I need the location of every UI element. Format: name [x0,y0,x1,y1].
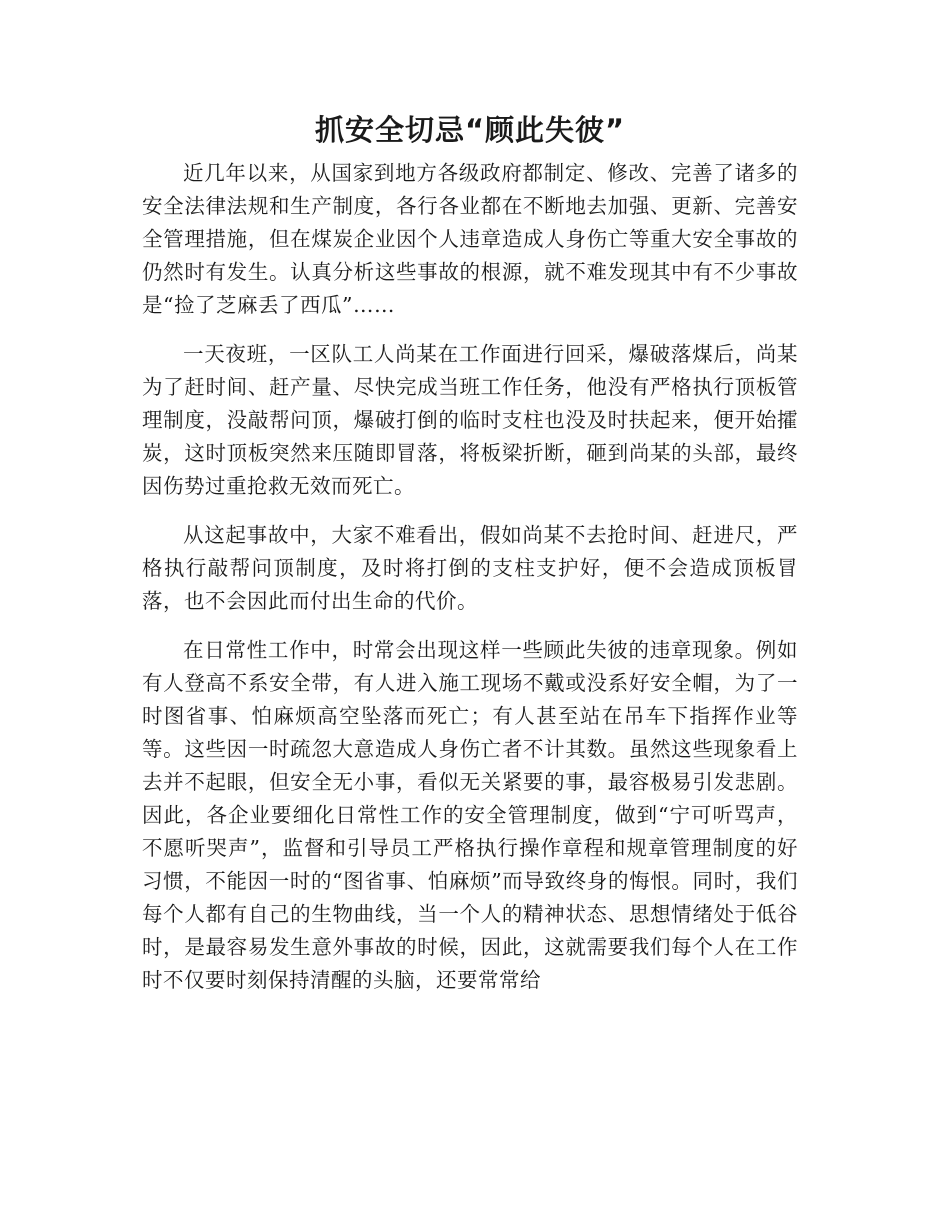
document-title: 抓安全切忌“顾此失彼” [314,113,626,147]
paragraph-2: 一天夜班，一区队工人尚某在工作面进行回采，爆破落煤后，尚某为了赶时间、赶产量、尽快完成当班工作任务，他没有严格执行顶板管理制度，没敲帮问顶，爆破打倒的临时支柱也没及时扶起来，便开始攉炭，这时顶板突然来压随即冒落，将板梁折断，砸到尚某的头部，最终因伤势过重抢救无效而死亡。 [142,342,798,498]
paragraph-4: 在日常性工作中，时常会出现这样一些顾此失彼的违章现象。例如有人登高不系安全带，有人进入施工现场不戴或没系好安全帽，为了一时图省事、怕麻烦高空坠落而死亡；有人甚至站在吊车下指挥作业等等。这些因一时疏忽大意造成人身伤亡者不计其数。虽然这些现象看上去并不起眼，但安全无小事，看似无关紧要的事，最容极易引发悲剧。因此，各企业要细化日常性工作的安全管理制度，做到“宁可听骂声，不愿听哭声”，监督和引导员工严格执行操作章程和规章管理制度的好习惯，不能因一时的“图省事、怕麻烦”而导致终身的悔恨。同时，我们每个人都有自己的生物曲线，当一个人的精神状态、思想情绪处于低谷时，是最容易发生意外事故的时候，因此，这就需要我们每个人在工作时不仅要时刻保持清醒的头脑，还要常常给 [142,638,798,992]
paragraph-1: 近几年以来，从国家到地方各级政府都制定、修改、完善了诸多的安全法律法规和生产制度，各行各业都在不断地去加强、更新、完善安全管理措施，但在煤炭企业因个人违章造成人身伤亡等重大安全事故的仍然时有发生。认真分析这些事故的根源，就不难发现其中有不少事故是“捡了芝麻丢了西瓜”…… [142,161,798,317]
paragraph-3: 从这起事故中，大家不难看出，假如尚某不去抢时间、赶进尺，严格执行敲帮问顶制度，及时将打倒的支柱支护好，便不会造成顶板冒落，也不会因此而付出生命的代价。 [142,523,798,613]
document-body [142,108,798,1013]
